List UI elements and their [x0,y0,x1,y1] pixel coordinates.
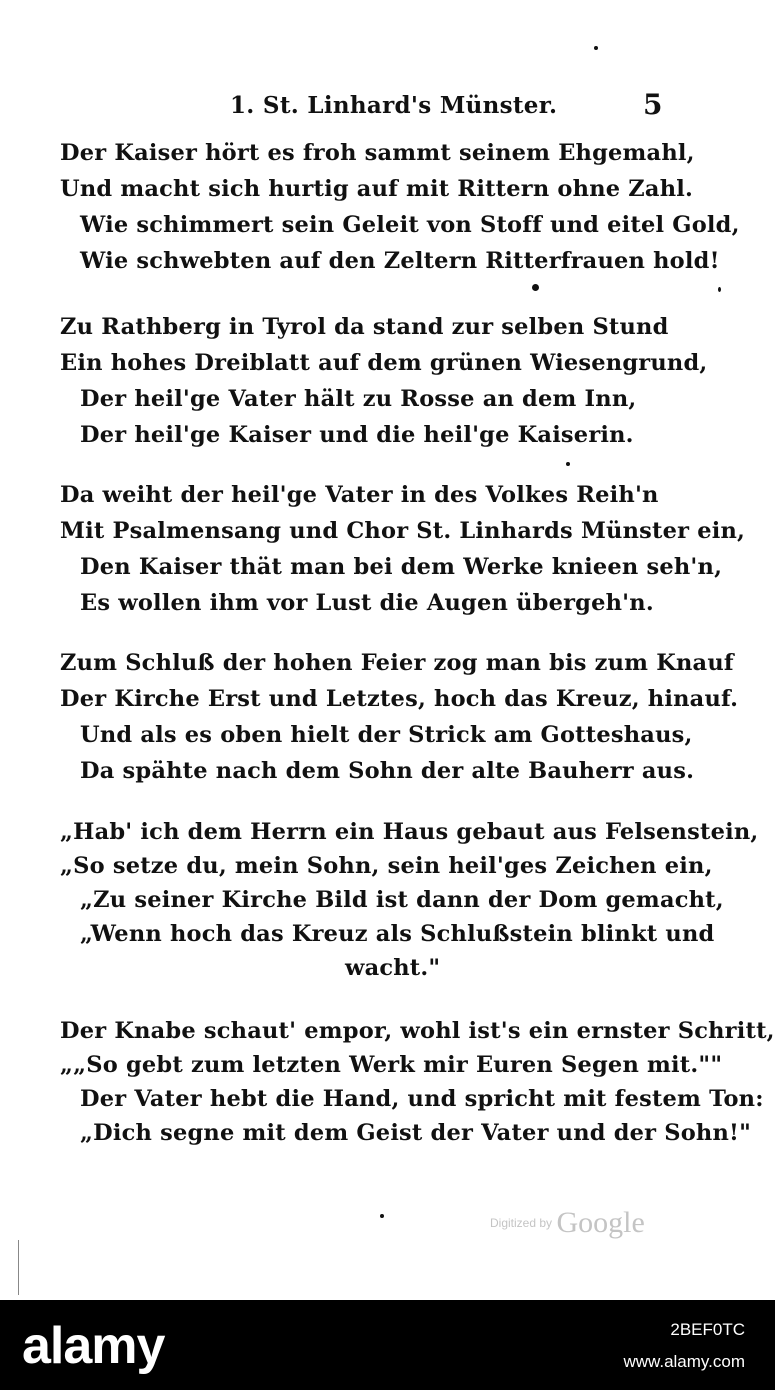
scan-speck [380,1214,384,1218]
scan-speck [718,287,721,292]
verse-line-continuation: wacht." [345,955,441,981]
verse-line: „„So gebt zum letzten Werk mir Euren Segen mit."" [60,1052,723,1078]
verse-line: Und macht sich hurtig auf mit Rittern ohne Zahl. [60,176,694,202]
page-header [0,84,775,124]
verse-line: Der Kirche Erst und Letztes, hoch das Kreuz, hinauf. [60,686,739,712]
verse-line: „Dich segne mit dem Geist der Vater und der Sohn!" [80,1120,752,1146]
verse-line: „So setze du, mein Sohn, sein heil'ges Zeichen ein, [60,853,713,879]
verse-line: Da spähte nach dem Sohn der alte Bauherr aus. [80,758,695,784]
verse-line: Es wollen ihm vor Lust die Augen übergeh'n. [80,590,654,616]
page-number: 5 [643,88,663,121]
verse-line: Da weiht der heil'ge Vater in des Volkes Reih'n [60,482,659,508]
verse-line: Der heil'ge Vater hält zu Rosse an dem Inn, [80,386,637,412]
image-id: 2BEF0TC [670,1320,745,1339]
digitized-prefix: Digitized by [490,1216,553,1230]
verse-line: Den Kaiser thät man bei dem Werke knieen seh'n, [80,554,723,580]
verse-line: Der Knabe schaut' empor, wohl ist's ein ernster Schritt, [60,1018,775,1044]
stock-footer-bar [0,1300,775,1390]
scan-edge-line [18,1240,19,1295]
verse-line: „Zu seiner Kirche Bild ist dann der Dom gemacht, [80,887,724,913]
alamy-logo: alamy [22,1317,165,1375]
verse-line: Der heil'ge Kaiser und die heil'ge Kaiserin. [80,422,634,448]
scan-speck [532,284,539,291]
digitized-watermark [490,1206,645,1240]
verse-line: Und als es oben hielt der Strick am Gotteshaus, [80,722,693,748]
verse-line: „Wenn hoch das Kreuz als Schlußstein blinkt und [80,921,715,947]
verse-line: Mit Psalmensang und Chor St. Linhards Münster ein, [60,518,746,544]
verse-line: Zum Schluß der hohen Feier zog man bis zum Knauf [60,650,734,676]
google-wordmark: Google [556,1206,645,1239]
verse-line: Zu Rathberg in Tyrol da stand zur selben Stund [60,314,669,340]
scan-speck [566,462,570,466]
verse-line: Der Vater hebt die Hand, und spricht mit festem Ton: [80,1086,764,1112]
verse-line: Wie schwebten auf den Zeltern Ritterfrauen hold! [80,248,720,274]
running-title: 1. St. Linhard's Münster. [230,92,558,119]
verse-line: Wie schimmert sein Geleit von Stoff und eitel Gold, [80,212,740,238]
footer-url: www.alamy.com [623,1352,745,1371]
verse-line: Der Kaiser hört es froh sammt seinem Ehgemahl, [60,140,695,166]
verse-line: Ein hohes Dreiblatt auf dem grünen Wiesengrund, [60,350,708,376]
scan-speck [594,46,598,50]
verse-line: „Hab' ich dem Herrn ein Haus gebaut aus Felsenstein, [60,819,759,845]
